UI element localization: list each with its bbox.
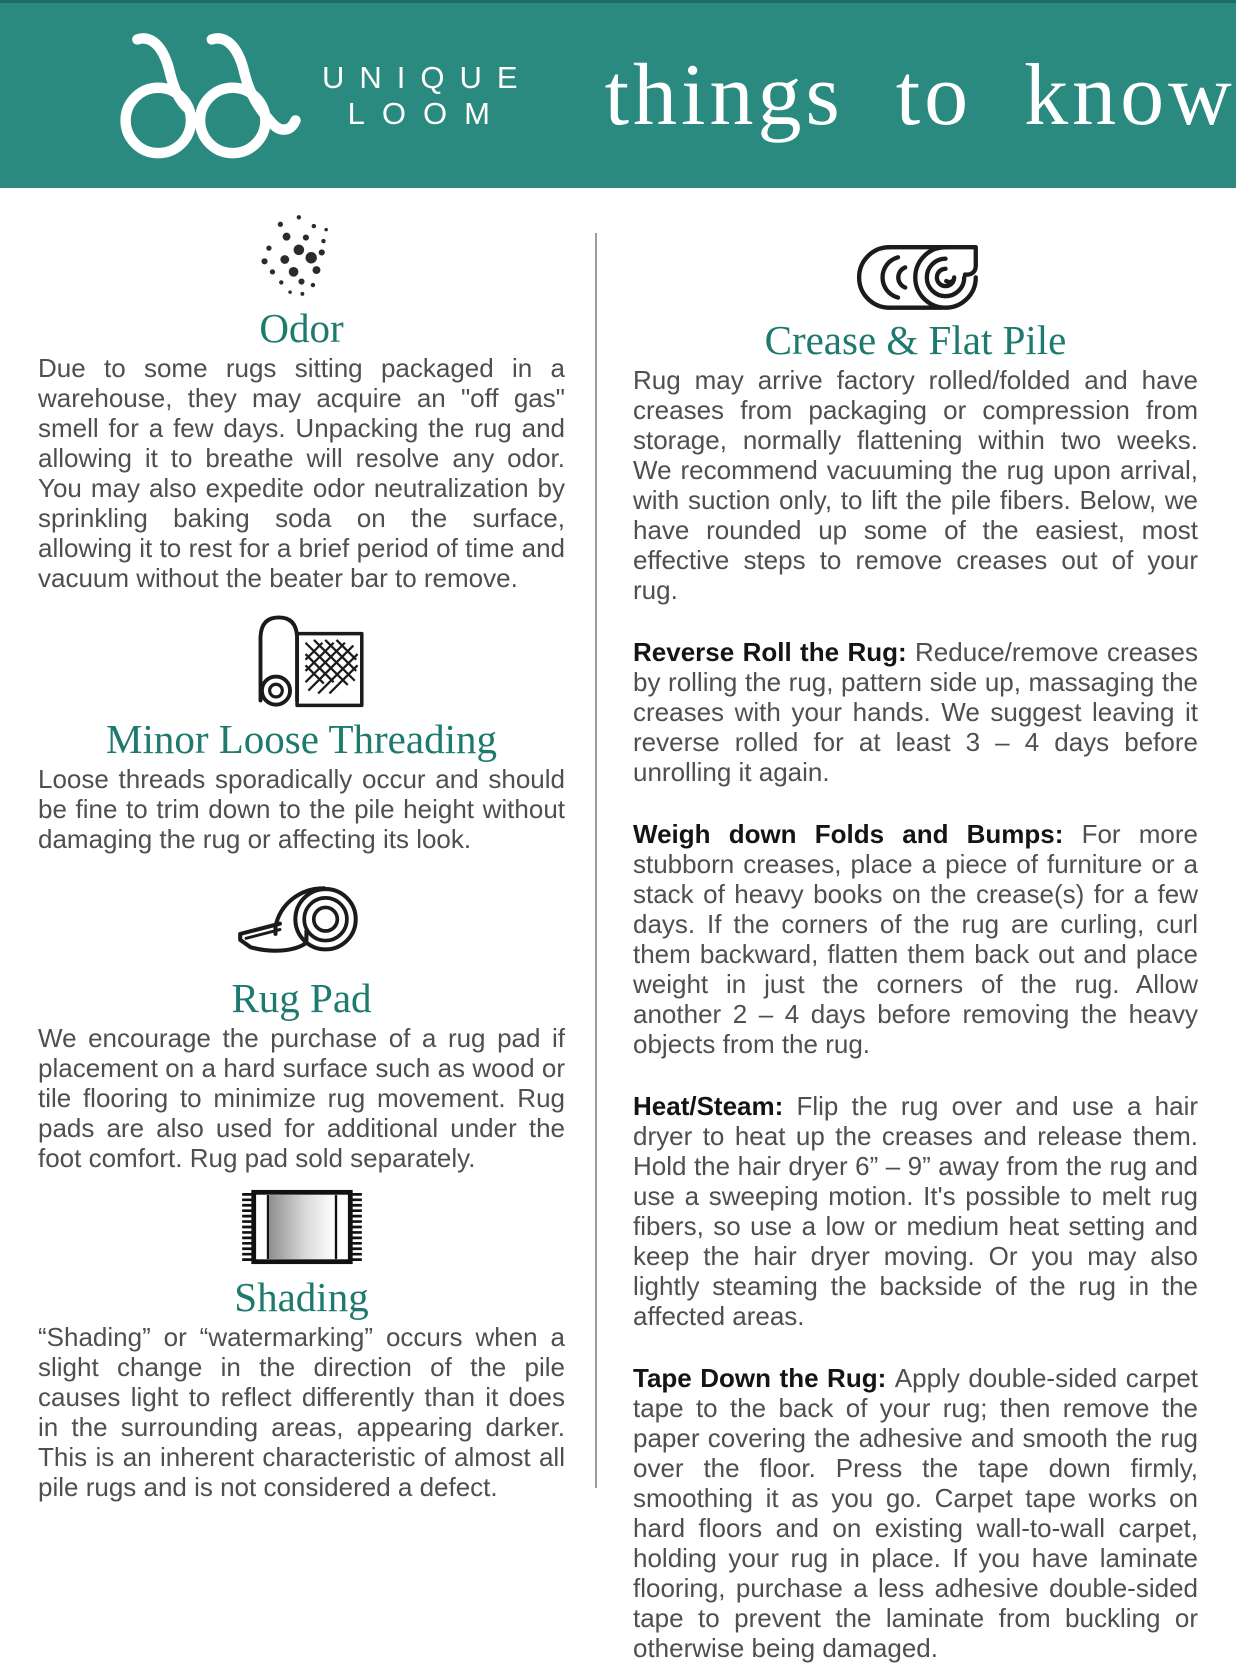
column-divider — [595, 233, 597, 1488]
section-heading-threading: Minor Loose Threading — [106, 716, 497, 762]
brand-word-loom: LOOM — [347, 95, 507, 131]
section-body-threading: Loose threads sporadically occur and should be fine to trim down to the pile height without damaging the rug or affecting its look. — [38, 764, 565, 854]
section-body-crease: Rug may arrive factory rolled/folded and have creases from packaging or compression from storage, normally flattening within two weeks. We recommend vacuuming the rug upon arrival, with suction only, to lift the pile fibers. Below, we have rounded up some of the easiest, most effective steps to remove creases out of your rug. — [633, 365, 1198, 605]
brand-word-unique: UNIQUE — [322, 59, 533, 95]
step-label-tape-down: Tape Down the Rug: — [633, 1363, 895, 1393]
section-heading-shading: Shading — [234, 1274, 369, 1320]
shaded-rug-fringe-icon — [38, 1185, 565, 1269]
step-text-weigh-down: For more stubborn creases, place a piece of furniture or a stack of heavy books on the crease(s) for a few days. If the corners of the rug are curling, curl them backward, flatten them back out and place weight in just the corners of the rug. Allow another 2 – 4 days before removing the heavy objects from the rug. — [633, 819, 1198, 1059]
brand-logo — [106, 21, 533, 170]
content-area — [0, 188, 1236, 1663]
section-body-shading: “Shading” or “watermarking” occurs when a slight change in the direction of the pile causes light to reflect differently than it does in the surrounding areas, appearing darker. This is an inherent characteristic of almost all pile rugs and is not considered a defect. — [38, 1322, 565, 1502]
page-title: things to know — [604, 47, 1236, 144]
rolled-rug-spiral-icon — [633, 240, 1198, 312]
step-tape-down — [633, 1363, 1198, 1663]
step-text-heat-steam: Flip the rug over and use a hair dryer to heat up the creases and release them. Hold the hair dryer 6” – 9” away from the rug and use a sweeping motion. It's possible to melt rug fibers, so use a low or medium heat setting and keep the hair dryer moving. Or you may also lightly steaming the backside of the rug in the affected areas. — [633, 1091, 1198, 1331]
section-heading-odor: Odor — [259, 305, 344, 351]
step-text-tape-down: Apply double-sided carpet tape to the back of your rug; then remove the paper covering the adhesive and smooth the rug over the floor. Press the tape down firmly, smoothing it as you go. Carpet tape works on hard floors and on existing wall-to-wall carpet, holding your rug in place. If you have laminate flooring, purchase a less adhesive double-sided tape to prevent the laminate from buckling or otherwise being damaged. — [633, 1363, 1198, 1663]
unique-loom-double-loop-icon — [106, 21, 302, 170]
step-label-reverse-roll: Reverse Roll the Rug: — [633, 637, 916, 667]
odor-particles-icon — [38, 212, 565, 300]
step-label-heat-steam: Heat/Steam: — [633, 1091, 797, 1121]
section-body-odor: Due to some rugs sitting packaged in a warehouse, they may acquire an "off gas" smell for a few days. Unpacking the rug and allowing it to breathe will resolve any odor. You may also expedite odor neutralization by sprinkling baking soda on the surface, allowing it to rest for a brief period of time and vacuum without the beater bar to remove. — [38, 353, 565, 593]
rolled-rug-crosshatch-icon — [38, 609, 565, 711]
step-text-reverse-roll: Reduce/remove creases by rolling the rug, pattern side up, massaging the creases with your hands. We suggest leaving it reverse rolled for at least 3 – 4 days before unrolling it again. — [633, 637, 1198, 787]
left-column — [38, 188, 565, 1663]
section-heading-rugpad: Rug Pad — [231, 975, 372, 1021]
right-column — [633, 188, 1198, 1663]
rug-pad-roll-icon — [38, 878, 565, 970]
brand-wordmark — [322, 60, 533, 132]
step-weigh-down — [633, 819, 1198, 1059]
step-heat-steam — [633, 1091, 1198, 1331]
section-body-rugpad: We encourage the purchase of a rug pad if placement on a hard surface such as wood or tile flooring to minimize rug movement. Rug pads are also used for additional under the foot comfort. Rug pad sold separately. — [38, 1023, 565, 1173]
section-heading-crease: Crease & Flat Pile — [764, 317, 1067, 363]
brand-header — [0, 0, 1236, 188]
step-label-weigh-down: Weigh down Folds and Bumps: — [633, 819, 1082, 849]
step-reverse-roll — [633, 637, 1198, 787]
